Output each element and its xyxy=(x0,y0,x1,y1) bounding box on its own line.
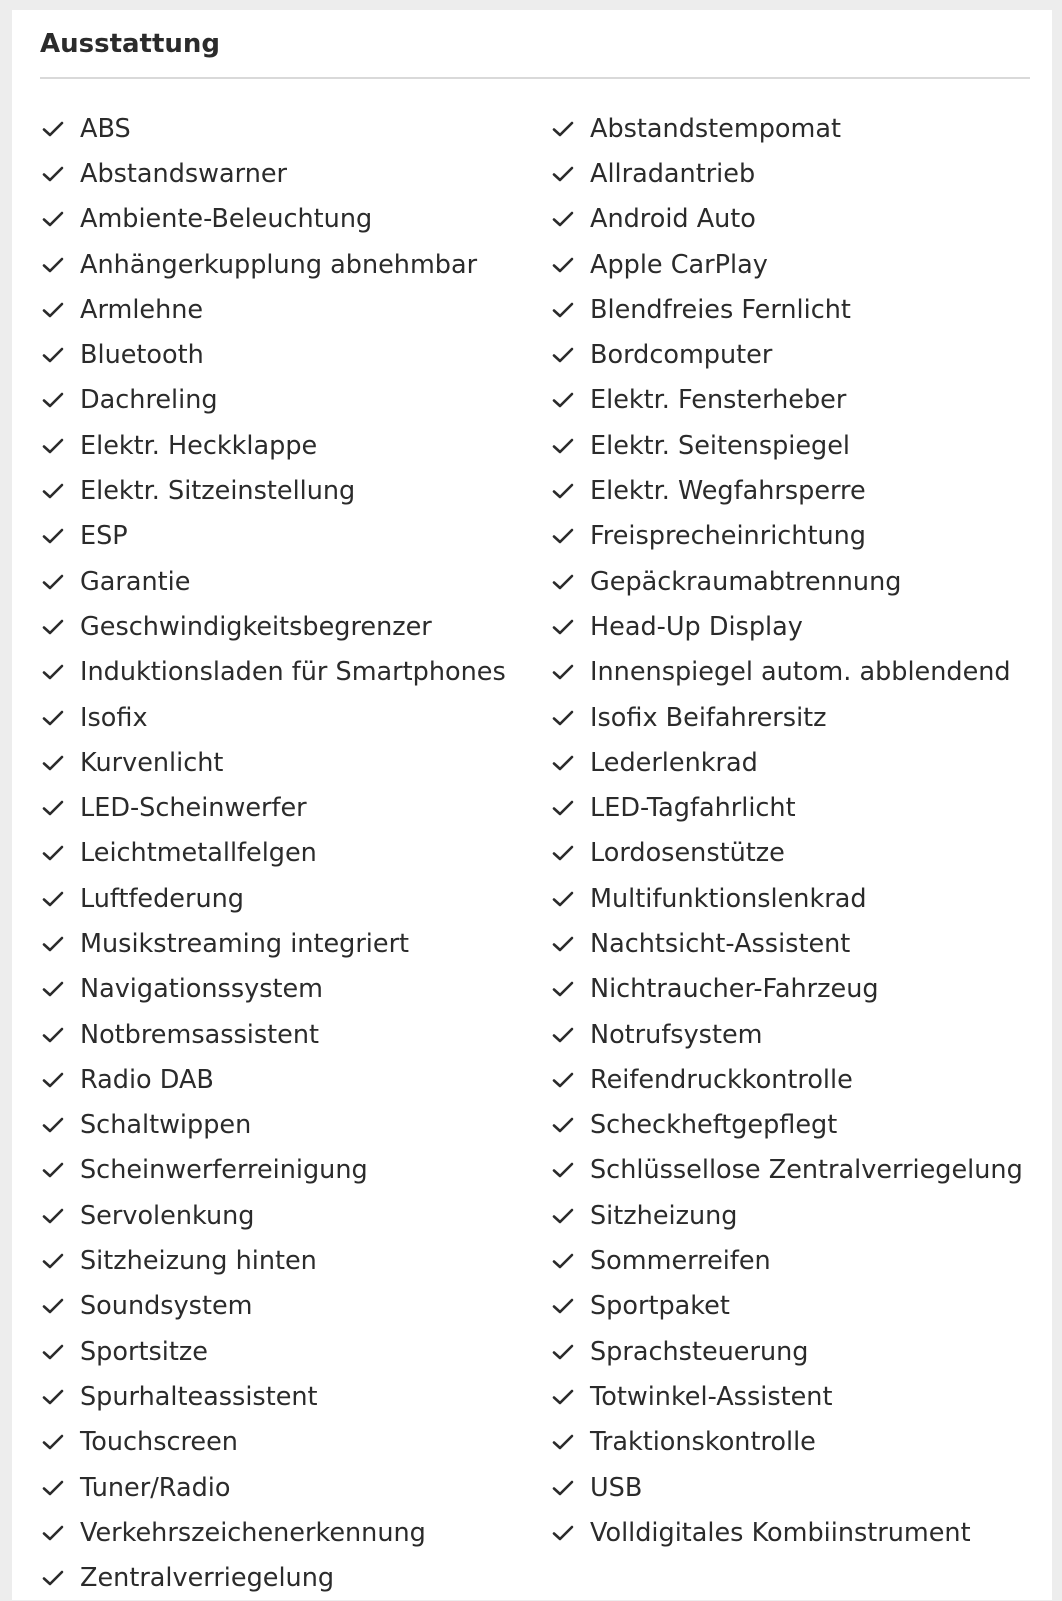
feature-item xyxy=(40,332,540,377)
feature-label: Scheinwerferreinigung xyxy=(80,1155,368,1186)
feature-label: Soundsystem xyxy=(80,1291,253,1322)
feature-item xyxy=(40,242,540,287)
feature-label: Sitzheizung hinten xyxy=(80,1246,317,1277)
feature-item xyxy=(550,151,1050,196)
check-icon xyxy=(40,614,66,640)
feature-item xyxy=(550,1510,1050,1555)
check-icon xyxy=(550,659,576,685)
check-icon xyxy=(550,1475,576,1501)
feature-label: ESP xyxy=(80,521,128,552)
feature-item xyxy=(550,1193,1050,1238)
feature-item xyxy=(40,695,540,740)
check-icon xyxy=(550,931,576,957)
feature-label: LED-Tagfahrlicht xyxy=(590,793,796,824)
feature-item xyxy=(550,423,1050,468)
feature-item xyxy=(550,1148,1050,1193)
feature-item xyxy=(40,559,540,604)
check-icon xyxy=(550,976,576,1002)
check-icon xyxy=(40,478,66,504)
feature-item xyxy=(550,468,1050,513)
check-icon xyxy=(40,1475,66,1501)
check-icon xyxy=(40,387,66,413)
check-icon xyxy=(550,795,576,821)
check-icon xyxy=(40,116,66,142)
feature-item xyxy=(40,197,540,242)
feature-item xyxy=(40,785,540,830)
check-icon xyxy=(550,705,576,731)
feature-item xyxy=(550,106,1050,151)
check-icon xyxy=(40,840,66,866)
feature-label: Garantie xyxy=(80,566,191,597)
check-icon xyxy=(550,1248,576,1274)
feature-label: Servolenkung xyxy=(80,1200,255,1231)
check-icon xyxy=(40,1157,66,1183)
feature-item xyxy=(40,740,540,785)
feature-item xyxy=(550,604,1050,649)
check-icon xyxy=(550,387,576,413)
feature-label: Blendfreies Fernlicht xyxy=(590,294,851,325)
feature-item xyxy=(40,604,540,649)
feature-item xyxy=(550,1238,1050,1283)
check-icon xyxy=(40,750,66,776)
feature-label: Geschwindigkeitsbegrenzer xyxy=(80,611,432,642)
feature-label: Notrufsystem xyxy=(590,1019,763,1050)
feature-label: Schlüssellose Zentralverriegelung xyxy=(590,1155,1023,1186)
equipment-card xyxy=(12,10,1052,1600)
feature-item xyxy=(40,1420,540,1465)
feature-item xyxy=(550,1329,1050,1374)
check-icon xyxy=(40,1429,66,1455)
feature-item xyxy=(550,332,1050,377)
feature-item xyxy=(550,1284,1050,1329)
feature-label: ABS xyxy=(80,113,131,144)
check-icon xyxy=(550,523,576,549)
feature-label: Elektr. Seitenspiegel xyxy=(590,430,851,461)
feature-item xyxy=(40,1103,540,1148)
feature-item xyxy=(550,740,1050,785)
feature-item xyxy=(550,1012,1050,1057)
feature-label: USB xyxy=(590,1472,643,1503)
check-icon xyxy=(40,795,66,821)
check-icon xyxy=(40,1248,66,1274)
check-icon xyxy=(40,1203,66,1229)
feature-label: Head-Up Display xyxy=(590,611,803,642)
check-icon xyxy=(40,1339,66,1365)
feature-label: Musikstreaming integriert xyxy=(80,928,410,959)
feature-item xyxy=(40,1465,540,1510)
check-icon xyxy=(550,1022,576,1048)
feature-label: Gepäckraumabtrennung xyxy=(590,566,902,597)
check-icon xyxy=(550,161,576,187)
feature-label: Isofix xyxy=(80,702,148,733)
feature-item xyxy=(40,1012,540,1057)
feature-item xyxy=(40,1238,540,1283)
feature-label: Verkehrszeichenerkennung xyxy=(80,1517,426,1548)
check-icon xyxy=(550,1203,576,1229)
feature-label: Navigationssystem xyxy=(80,974,324,1005)
feature-item xyxy=(550,695,1050,740)
feature-label: Bluetooth xyxy=(80,340,204,371)
feature-label: Allradantrieb xyxy=(590,158,756,189)
feature-label: Scheckheftgepflegt xyxy=(590,1110,838,1141)
check-icon xyxy=(40,523,66,549)
feature-item xyxy=(550,1057,1050,1102)
feature-label: Schaltwippen xyxy=(80,1110,252,1141)
feature-label: Freisprecheinrichtung xyxy=(590,521,866,552)
feature-item xyxy=(550,785,1050,830)
feature-label: Elektr. Fensterheber xyxy=(590,385,847,416)
feature-item xyxy=(40,468,540,513)
feature-label: Sportpaket xyxy=(590,1291,730,1322)
check-icon xyxy=(550,478,576,504)
check-icon xyxy=(40,976,66,1002)
check-icon xyxy=(40,1293,66,1319)
feature-item xyxy=(550,378,1050,423)
feature-item xyxy=(550,1374,1050,1419)
feature-label: Leichtmetallfelgen xyxy=(80,838,317,869)
check-icon xyxy=(40,1565,66,1591)
check-icon xyxy=(40,297,66,323)
check-icon xyxy=(550,206,576,232)
check-icon xyxy=(550,1384,576,1410)
check-icon xyxy=(40,705,66,731)
check-icon xyxy=(550,116,576,142)
feature-item xyxy=(550,967,1050,1012)
feature-label: Abstandstempomat xyxy=(590,113,841,144)
feature-label: Dachreling xyxy=(80,385,218,416)
feature-item xyxy=(40,1510,540,1555)
feature-item xyxy=(550,831,1050,876)
feature-item xyxy=(40,831,540,876)
feature-list-left xyxy=(40,106,540,1601)
feature-item xyxy=(40,650,540,695)
feature-label: Reifendruckkontrolle xyxy=(590,1064,853,1095)
feature-label: Spurhalteassistent xyxy=(80,1381,318,1412)
check-icon xyxy=(550,1429,576,1455)
feature-item xyxy=(40,1057,540,1102)
feature-label: Elektr. Wegfahrsperre xyxy=(590,476,866,507)
feature-label: Lordosenstütze xyxy=(590,838,785,869)
feature-item xyxy=(40,1284,540,1329)
feature-label: Multifunktionslenkrad xyxy=(590,883,867,914)
feature-label: Totwinkel-Assistent xyxy=(590,1381,833,1412)
feature-item xyxy=(550,197,1050,242)
feature-label: Apple CarPlay xyxy=(590,249,768,280)
check-icon xyxy=(40,433,66,459)
feature-item xyxy=(550,514,1050,559)
feature-label: Anhängerkupplung abnehmbar xyxy=(80,249,478,280)
check-icon xyxy=(40,659,66,685)
feature-label: Armlehne xyxy=(80,294,204,325)
feature-item xyxy=(40,1374,540,1419)
feature-label: Touchscreen xyxy=(80,1427,238,1458)
feature-item xyxy=(550,921,1050,966)
feature-label: Sportsitze xyxy=(80,1336,208,1367)
feature-label: Android Auto xyxy=(590,204,756,235)
feature-label: Traktionskontrolle xyxy=(590,1427,816,1458)
check-icon xyxy=(40,931,66,957)
check-icon xyxy=(40,1520,66,1546)
feature-label: Notbremsassistent xyxy=(80,1019,320,1050)
feature-item xyxy=(40,1193,540,1238)
feature-item xyxy=(550,650,1050,695)
feature-item xyxy=(550,1465,1050,1510)
title-divider xyxy=(40,77,1030,79)
feature-item xyxy=(550,559,1050,604)
feature-label: Bordcomputer xyxy=(590,340,773,371)
check-icon xyxy=(550,433,576,459)
feature-item xyxy=(40,876,540,921)
feature-label: Kurvenlicht xyxy=(80,747,224,778)
feature-label: Abstandswarner xyxy=(80,158,288,189)
feature-item xyxy=(40,151,540,196)
feature-label: Elektr. Heckklappe xyxy=(80,430,318,461)
check-icon xyxy=(550,252,576,278)
check-icon xyxy=(550,614,576,640)
check-icon xyxy=(40,569,66,595)
check-icon xyxy=(40,161,66,187)
feature-label: Nichtraucher-Fahrzeug xyxy=(590,974,879,1005)
feature-item xyxy=(40,1148,540,1193)
check-icon xyxy=(40,886,66,912)
feature-list-right xyxy=(550,106,1050,1556)
feature-label: Innenspiegel autom. abblendend xyxy=(590,657,1011,688)
check-icon xyxy=(550,569,576,595)
feature-item xyxy=(550,876,1050,921)
feature-label: Radio DAB xyxy=(80,1064,214,1095)
feature-label: Volldigitales Kombiinstrument xyxy=(590,1517,971,1548)
check-icon xyxy=(550,1520,576,1546)
feature-item xyxy=(40,378,540,423)
feature-label: Ambiente-Beleuchtung xyxy=(80,204,373,235)
feature-item xyxy=(550,1420,1050,1465)
feature-label: Luftfederung xyxy=(80,883,244,914)
feature-label: Sprachsteuerung xyxy=(590,1336,809,1367)
feature-item xyxy=(40,967,540,1012)
feature-label: Sitzheizung xyxy=(590,1200,738,1231)
check-icon xyxy=(40,1022,66,1048)
check-icon xyxy=(40,252,66,278)
feature-label: Isofix Beifahrersitz xyxy=(590,702,827,733)
check-icon xyxy=(40,342,66,368)
check-icon xyxy=(550,1112,576,1138)
feature-label: Nachtsicht-Assistent xyxy=(590,928,851,959)
feature-item xyxy=(40,106,540,151)
feature-item xyxy=(40,921,540,966)
feature-item xyxy=(550,287,1050,332)
feature-item xyxy=(40,423,540,468)
feature-label: Induktionsladen für Smartphones xyxy=(80,657,506,688)
check-icon xyxy=(40,206,66,232)
check-icon xyxy=(40,1067,66,1093)
check-icon xyxy=(550,297,576,323)
feature-label: Lederlenkrad xyxy=(590,747,758,778)
check-icon xyxy=(550,1157,576,1183)
check-icon xyxy=(550,840,576,866)
feature-label: Sommerreifen xyxy=(590,1246,771,1277)
check-icon xyxy=(550,1293,576,1319)
feature-label: LED-Scheinwerfer xyxy=(80,793,307,824)
check-icon xyxy=(550,342,576,368)
check-icon xyxy=(550,750,576,776)
feature-item xyxy=(40,514,540,559)
feature-label: Elektr. Sitzeinstellung xyxy=(80,476,356,507)
feature-item xyxy=(550,242,1050,287)
section-title: Ausstattung xyxy=(40,29,221,59)
feature-item xyxy=(40,1556,540,1601)
check-icon xyxy=(550,886,576,912)
feature-item xyxy=(40,1329,540,1374)
feature-label: Zentralverriegelung xyxy=(80,1563,335,1594)
check-icon xyxy=(550,1339,576,1365)
check-icon xyxy=(40,1112,66,1138)
feature-item xyxy=(40,287,540,332)
feature-item xyxy=(550,1103,1050,1148)
check-icon xyxy=(550,1067,576,1093)
feature-label: Tuner/Radio xyxy=(80,1472,231,1503)
check-icon xyxy=(40,1384,66,1410)
